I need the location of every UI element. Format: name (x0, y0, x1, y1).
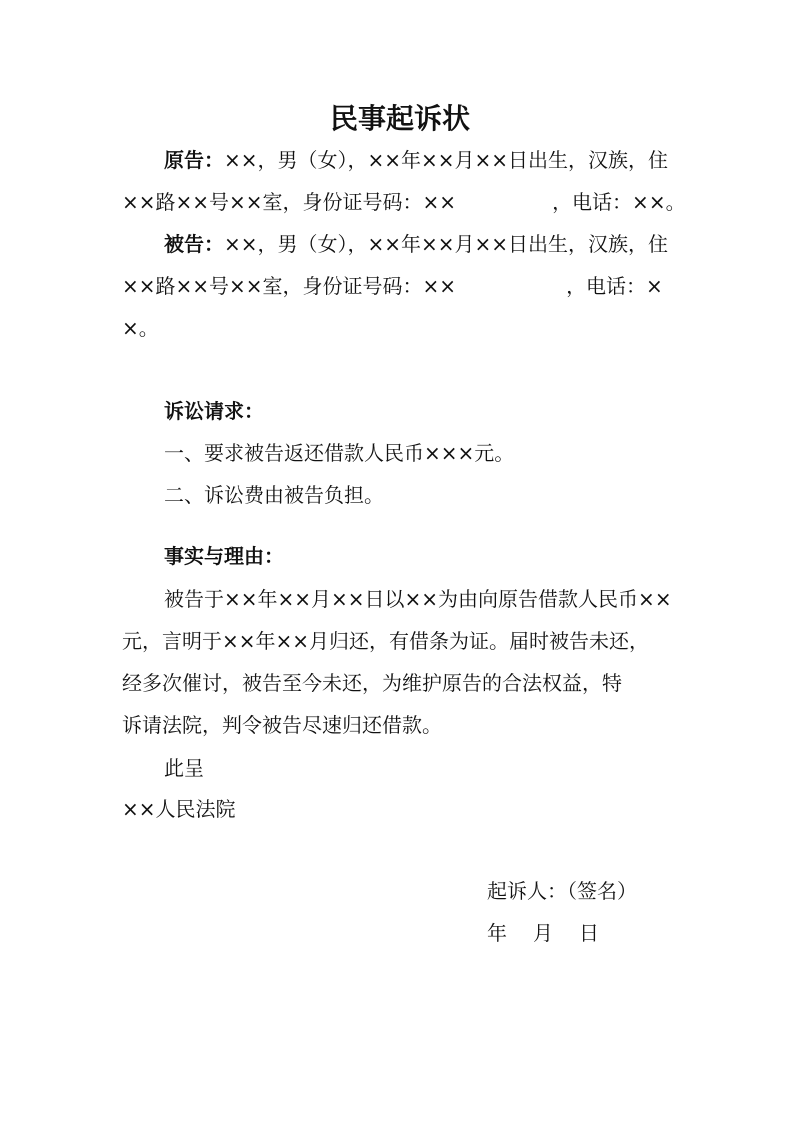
facts-heading: 事实与理由： (164, 544, 284, 568)
defendant-label: 被告： (164, 232, 224, 256)
defendant-info-2a: ××路××号××室，身份证号码：×× (122, 274, 457, 298)
date-day: 日 (579, 921, 599, 945)
claim-item: 二、诉讼费由被告负担。 (164, 483, 384, 507)
facts-line: 被告于××年××月××日以××为由向原告借款人民币×× (164, 587, 672, 611)
defendant-line-2 (122, 272, 663, 300)
claims-heading: 诉讼请求： (164, 399, 264, 423)
plaintiff-label: 原告： (164, 148, 224, 172)
submit-phrase: 此呈 (164, 756, 204, 780)
plaintiff-info-2b: ，电话：××。 (552, 190, 686, 214)
date-month: 月 (533, 921, 553, 945)
plaintiff-info-1: ××，男（女），××年××月××日出生，汉族，住 (224, 148, 669, 172)
facts-line: 元，言明于××年××月归还，有借条为证。届时被告未还， (122, 629, 650, 653)
signature-date (487, 919, 599, 947)
defendant-line-3: ×。 (122, 316, 159, 340)
defendant-line-1 (164, 230, 668, 258)
facts-line: 经多次催讨，被告至今未还，为维护原告的合法权益，特 (122, 671, 622, 695)
plaintiff-line-1 (164, 146, 668, 174)
plaintiff-line-2 (122, 188, 686, 216)
date-year: 年 (487, 921, 507, 945)
document-title: 民事起诉状 (329, 102, 470, 135)
defendant-info-1: ××，男（女），××年××月××日出生，汉族，住 (224, 232, 669, 256)
claim-item: 一、要求被告返还借款人民币×××元。 (164, 441, 515, 465)
plaintiff-info-2a: ××路××号××室，身份证号码：×× (122, 190, 457, 214)
defendant-info-2b: ，电话：× (566, 274, 663, 298)
facts-line: 诉请法院，判令被告尽速归还借款。 (122, 713, 442, 737)
signature-label: 起诉人：（签名） (487, 879, 637, 903)
court-name: ××人民法院 (122, 797, 236, 821)
